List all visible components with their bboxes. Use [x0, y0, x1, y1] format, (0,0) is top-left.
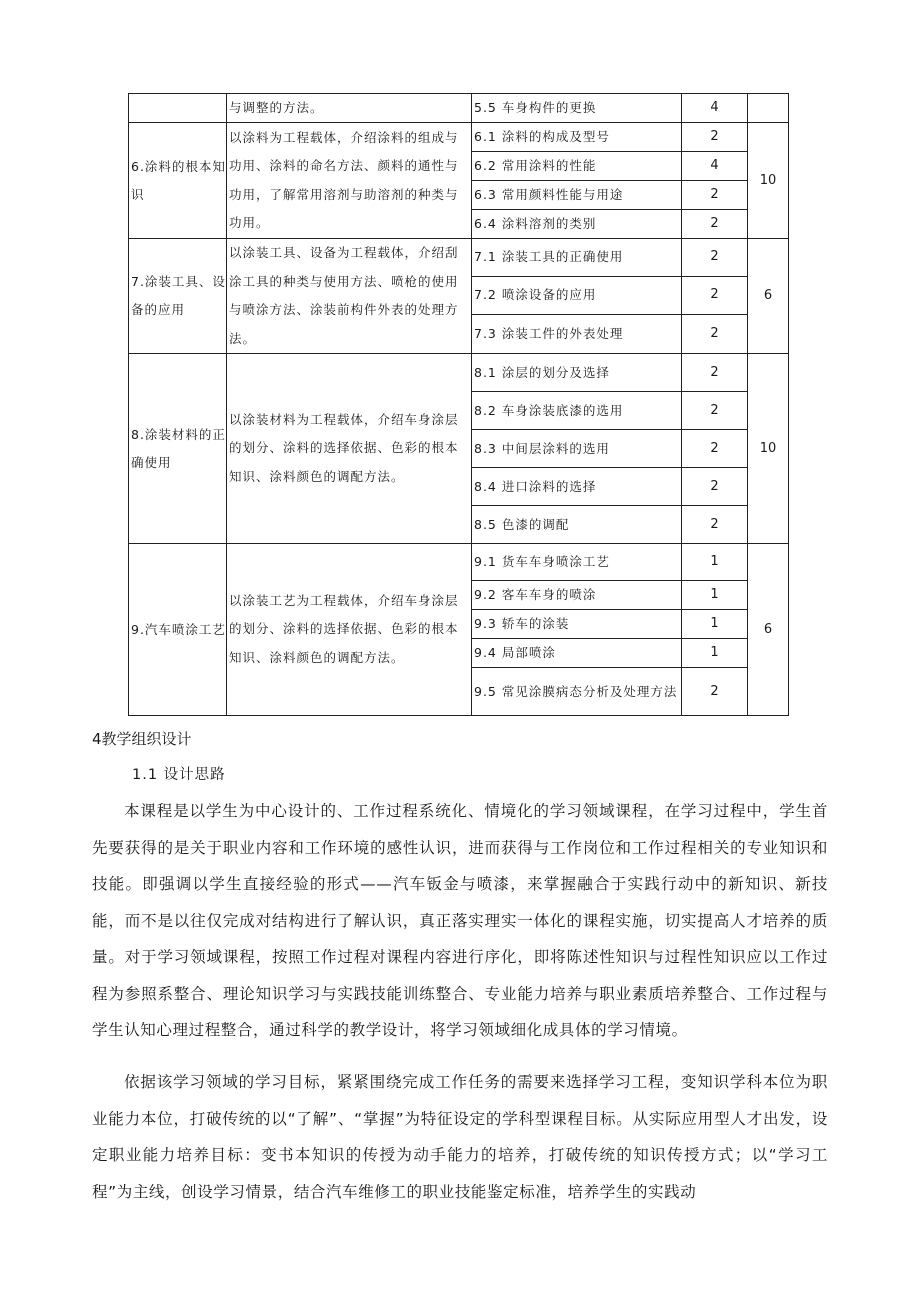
- lesson-item-cell: 8.4 进口涂料的选择: [472, 468, 682, 506]
- lesson-item-cell: 7.3 涂装工件的外表处理: [472, 315, 682, 354]
- table-row: [129, 239, 789, 277]
- table-row: [129, 354, 789, 392]
- unit-title-cell: 6.涂料的根本知识: [129, 123, 227, 239]
- lesson-item-cell: 8.3 中间层涂料的选用: [472, 430, 682, 468]
- table-row: [129, 94, 789, 123]
- lesson-hours-cell: 2: [682, 123, 748, 152]
- lesson-item-cell: 9.1 货车车身喷涂工艺: [472, 544, 682, 581]
- lesson-hours-cell: 4: [682, 94, 748, 123]
- unit-title-cell: 7.涂装工具、设备的应用: [129, 239, 227, 354]
- unit-title-cell: [129, 94, 227, 123]
- lesson-hours-cell: 2: [682, 430, 748, 468]
- lesson-hours-cell: 2: [682, 315, 748, 354]
- course-content-table: [128, 93, 789, 716]
- table-row: [129, 544, 789, 581]
- unit-description-cell: 以涂装工具、设备为工程载体，介绍刮涂工具的种类与使用方法、喷枪的使用与喷涂方法、涂装前构件外表的处理方法。: [227, 239, 472, 354]
- unit-description-cell: 以涂装工艺为工程载体，介绍车身涂层的划分、涂料的选择依据、色彩的根本知识、涂料颜色的调配方法。: [227, 544, 472, 716]
- lesson-hours-cell: 1: [682, 544, 748, 581]
- lesson-hours-cell: 2: [682, 468, 748, 506]
- unit-total-hours-cell: 10: [748, 354, 789, 544]
- unit-total-hours-cell: 6: [748, 239, 789, 354]
- lesson-item-cell: 7.1 涂装工具的正确使用: [472, 239, 682, 277]
- lesson-hours-cell: 1: [682, 639, 748, 668]
- lesson-hours-cell: 2: [682, 181, 748, 210]
- lesson-hours-cell: 2: [682, 276, 748, 315]
- lesson-item-cell: 8.5 色漆的调配: [472, 506, 682, 544]
- lesson-item-cell: 9.3 轿车的涂装: [472, 610, 682, 639]
- lesson-hours-cell: 2: [682, 239, 748, 277]
- unit-total-hours-cell: [748, 94, 789, 123]
- unit-total-hours-cell: 10: [748, 123, 789, 239]
- table-row: [129, 123, 789, 152]
- lesson-hours-cell: 2: [682, 354, 748, 392]
- lesson-hours-cell: 2: [682, 210, 748, 239]
- lesson-item-cell: 8.1 涂层的划分及选择: [472, 354, 682, 392]
- lesson-item-cell: 9.4 局部喷涂: [472, 639, 682, 668]
- lesson-item-cell: 6.1 涂料的构成及型号: [472, 123, 682, 152]
- body-paragraph: 本课程是以学生为中心设计的、工作过程系统化、情境化的学习领域课程，在学习过程中，学生首先要获得的是关于职业内容和工作环境的感性认识，进而获得与工作岗位和工作过程相关的专业知识和技能。即强调以学生直接经验的形式——汽车钣金与喷漆，来掌握融合于实践行动中的新知识、新技能，而不是以往仅完成对结构进行了解认识，真正落实理实一体化的课程实施，切实提高人才培养的质量。对于学习领域课程，按照工作过程对课程内容进行序化，即将陈述性知识与过程性知识应以工作过程为参照系整合、理论知识学习与实践技能训练整合、专业能力培养与职业素质培养整合、工作过程与学生认知心理过程整合，通过科学的教学设计，将学习领域细化成具体的学习情境。: [92, 802, 828, 1039]
- lesson-item-cell: 9.2 客车车身的喷涂: [472, 581, 682, 610]
- lesson-hours-cell: 2: [682, 392, 748, 430]
- section-heading: 4教学组织设计: [92, 730, 192, 748]
- unit-description-cell: 与调整的方法。: [227, 94, 472, 123]
- lesson-item-cell: 6.3 常用颜料性能与用途: [472, 181, 682, 210]
- lesson-item-cell: 7.2 喷涂设备的应用: [472, 276, 682, 315]
- lesson-item-cell: 8.2 车身涂装底漆的选用: [472, 392, 682, 430]
- lesson-hours-cell: 2: [682, 668, 748, 716]
- unit-total-hours-cell: 6: [748, 544, 789, 716]
- lesson-hours-cell: 2: [682, 506, 748, 544]
- lesson-hours-cell: 1: [682, 581, 748, 610]
- unit-description-cell: 以涂装材料为工程载体，介绍车身涂层的划分、涂料的选择依据、色彩的根本知识、涂料颜色的调配方法。: [227, 354, 472, 544]
- lesson-hours-cell: 4: [682, 152, 748, 181]
- body-paragraph: 依据该学习领域的学习目标，紧紧围绕完成工作任务的需要来选择学习工程，变知识学科本位为职业能力本位，打破传统的以“了解”、“掌握”为特征设定的学科型课程目标。从实际应用型人才出发，设定职业能力培养目标：变书本知识的传授为动手能力的培养，打破传统的知识传授方式；以“学习工程”为主线，创设学习情景，结合汽车维修工的职业技能鉴定标准，培养学生的实践动: [92, 1073, 828, 1201]
- lesson-hours-cell: 1: [682, 610, 748, 639]
- lesson-item-cell: 6.2 常用涂料的性能: [472, 152, 682, 181]
- section-subheading: 1.1 设计思路: [132, 767, 226, 783]
- lesson-item-cell: 5.5 车身构件的更换: [472, 94, 682, 123]
- lesson-item-cell: 9.5 常见涂膜病态分析及处理方法: [472, 668, 682, 716]
- unit-title-cell: 8.涂装材料的正确使用: [129, 354, 227, 544]
- unit-title-cell: 9.汽车喷涂工艺: [129, 544, 227, 716]
- lesson-item-cell: 6.4 涂料溶剂的类别: [472, 210, 682, 239]
- unit-description-cell: 以涂料为工程载体，介绍涂料的组成与功用、涂料的命名方法、颜料的通性与功用，了解常用溶剂与助溶剂的种类与功用。: [227, 123, 472, 239]
